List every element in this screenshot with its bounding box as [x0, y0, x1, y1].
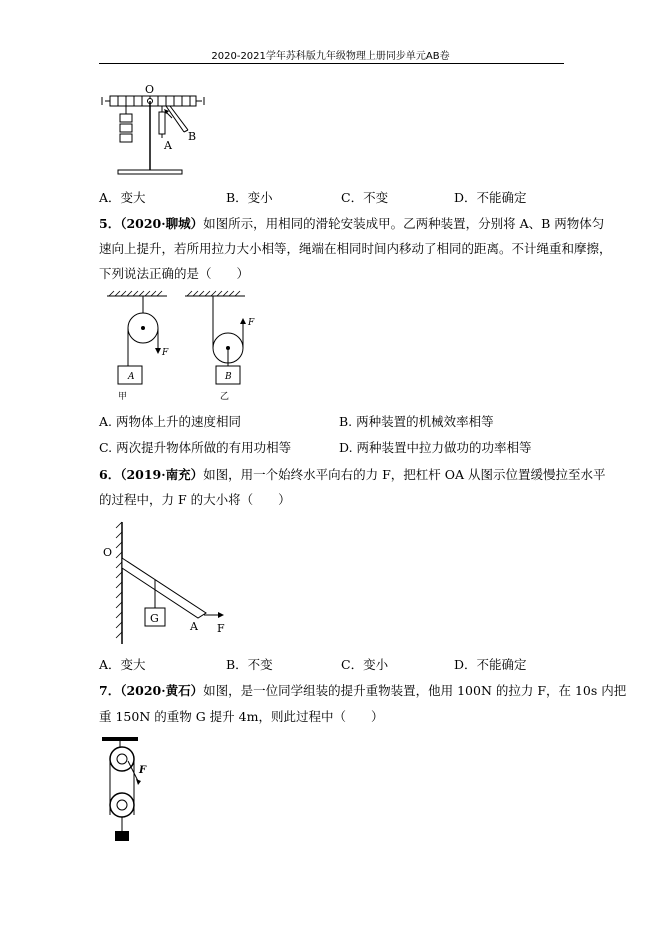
q6-option-d: D．不能确定 [454, 657, 527, 672]
q6-label-g: G [150, 612, 159, 625]
q4-option-c: C．不变 [341, 190, 389, 205]
q5-caption-left: 甲 [118, 392, 128, 402]
q5-option-b: B. 两种装置的机械效率相等 [339, 414, 494, 429]
q7-pulley-figure [100, 735, 160, 845]
q6-label-o: O [103, 546, 113, 559]
q6-label-a: A [190, 620, 198, 633]
q6-source: （2019·南充） [120, 467, 204, 482]
q6-number: 6． [99, 467, 121, 482]
q5-option-d: D. 两种装置中拉力做功的功率相等 [339, 440, 532, 455]
q5-box-b: B [225, 372, 232, 382]
q7-label-f: F [139, 765, 147, 776]
q4-pivot-label: O [145, 83, 155, 96]
q7-stem-line2: 重 150N 的重物 G 提升 4m，则此过程中（ ） [99, 709, 384, 724]
q5-label-f1: F [162, 348, 169, 358]
q5-stem-line1 [99, 215, 604, 233]
q4-option-d: D．不能确定 [454, 190, 527, 205]
q5-option-a: A. 两物体上升的速度相同 [99, 414, 241, 429]
q5-stem-line2: 速向上提升，若所用拉力大小相等，绳端在相同时间内移动了相同的距离。不计绳重和摩擦， [99, 241, 612, 256]
q5-caption-right: 乙 [220, 392, 230, 402]
q7-source: （2020·黄石） [120, 683, 204, 698]
q4-option-b: B．变小 [226, 190, 273, 205]
q5-option-c: C. 两次提升物体所做的有用功相等 [99, 440, 292, 455]
q6-stem-line2: 的过程中，力 F 的大小将（ ） [99, 492, 291, 507]
q6-lever-figure [100, 518, 260, 646]
q6-label-f: F [217, 622, 225, 635]
q6-option-c: C．变小 [341, 657, 389, 672]
page-header: 2020-2021学年苏科版九年级物理上册同步单元AB卷 [211, 51, 450, 62]
q5-stem-line3: 下列说法正确的是（ ） [99, 266, 250, 281]
q6-text-1: 如图，用一个始终水平向右的力 F，把杠杆 OA 从图示位置缓慢拉至水平 [203, 467, 606, 482]
q6-stem-line1 [99, 466, 605, 484]
header-rule [99, 63, 564, 64]
q5-box-a: A [128, 372, 135, 382]
q7-text-1: 如图，是一位同学组装的提升重物装置，他用 100N 的拉力 F，在 10s 内把 [203, 683, 627, 698]
q5-pulley-figure [105, 290, 275, 405]
q5-source: （2020·聊城） [120, 216, 204, 231]
q7-number: 7． [99, 683, 121, 698]
q6-option-a: A．变大 [99, 657, 146, 672]
q7-stem-line1 [99, 682, 626, 700]
q5-label-f2: F [248, 318, 255, 328]
q4-label-b: B [188, 130, 197, 143]
q4-option-a: A．变大 [99, 190, 146, 205]
q4-label-a: A [164, 139, 172, 152]
q5-number: 5． [99, 216, 121, 231]
q6-option-b: B．不变 [226, 657, 273, 672]
q5-text-1: 如图所示，用相同的滑轮安装成甲。乙两种装置，分别将 A、B 两物体匀 [203, 216, 605, 231]
